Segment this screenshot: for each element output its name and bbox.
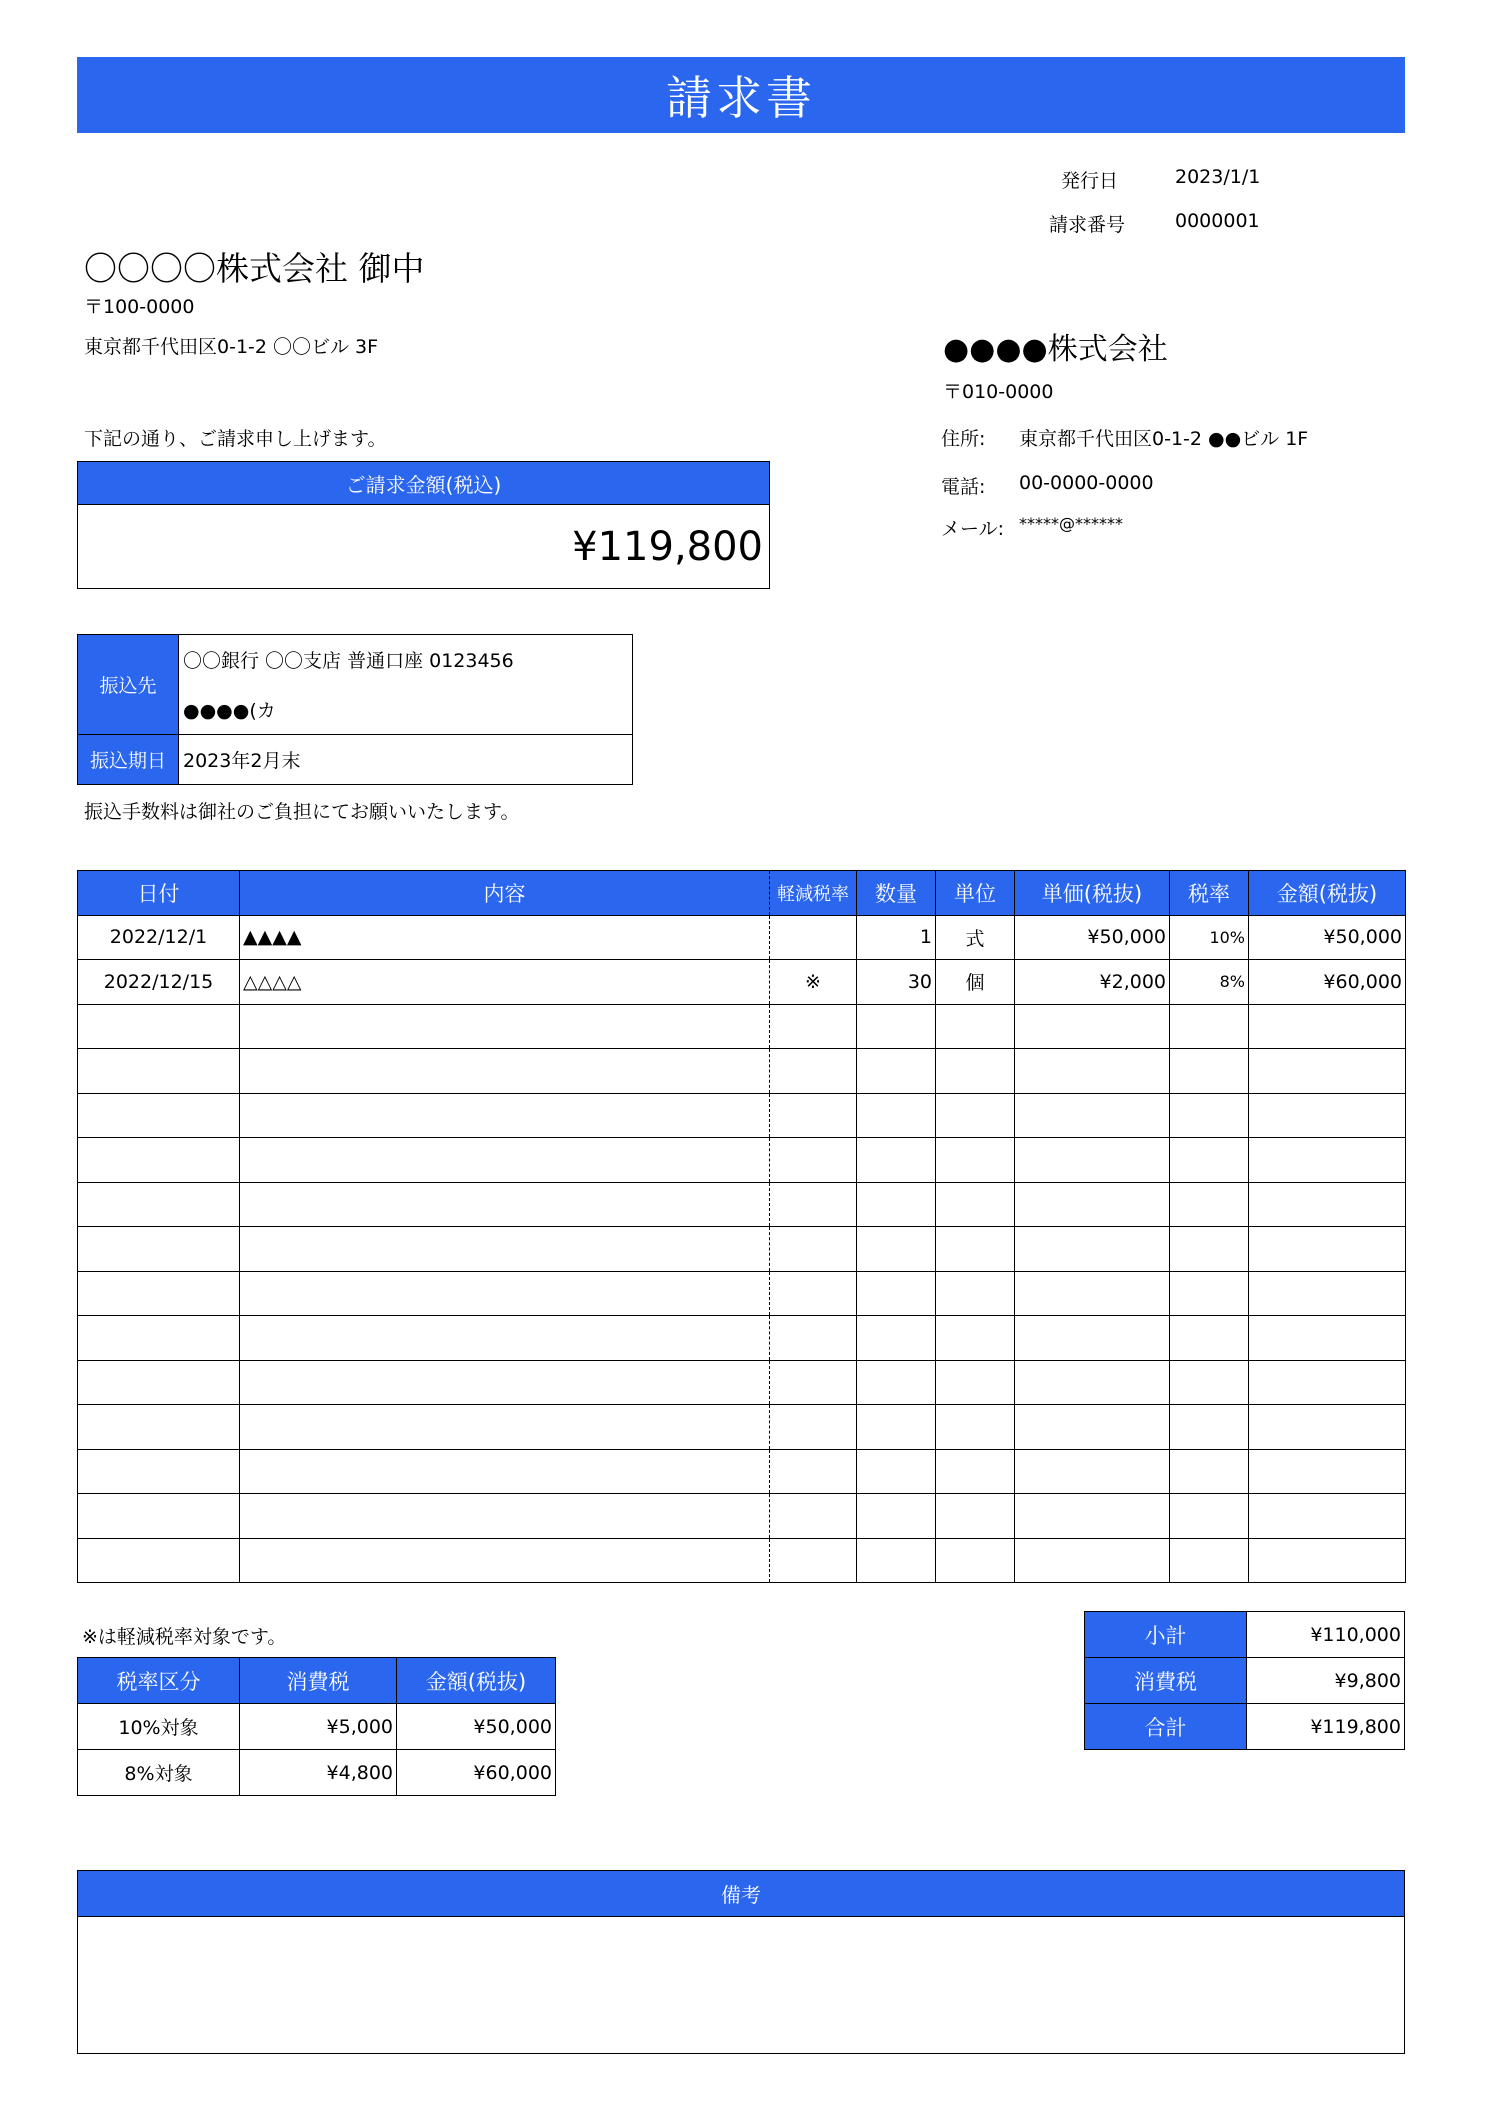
table-row-empty	[78, 1538, 1406, 1583]
empty-cell	[78, 1138, 240, 1183]
empty-cell	[1015, 1316, 1170, 1361]
empty-cell	[857, 1316, 936, 1361]
empty-cell	[936, 1494, 1015, 1539]
issue-date-label: 発行日	[1061, 170, 1119, 192]
consumption-tax-value: ¥9,800	[1247, 1658, 1405, 1704]
empty-cell	[1015, 1004, 1170, 1049]
empty-cell	[857, 1494, 936, 1539]
empty-cell	[770, 1316, 857, 1361]
empty-cell	[78, 1316, 240, 1361]
invoice-number-label: 請求番号	[1049, 214, 1126, 236]
empty-cell	[1170, 1449, 1249, 1494]
tax-category: 8%対象	[78, 1750, 240, 1796]
sender-address-label: 住所:	[941, 428, 986, 450]
empty-cell	[78, 1360, 240, 1405]
empty-cell	[936, 1405, 1015, 1450]
sender-mail-label: メール:	[941, 518, 1005, 540]
empty-cell	[1015, 1093, 1170, 1138]
bank-due-value: 2023年2月末	[179, 735, 633, 785]
subtotal-value: ¥110,000	[1247, 1612, 1405, 1658]
header-unit: 単位	[936, 871, 1015, 916]
empty-cell	[240, 1182, 770, 1227]
empty-cell	[770, 1360, 857, 1405]
empty-cell	[1170, 1316, 1249, 1361]
empty-cell	[1249, 1316, 1406, 1361]
table-row-empty	[78, 1227, 1406, 1272]
empty-cell	[78, 1227, 240, 1272]
item-amount: ¥60,000	[1249, 960, 1406, 1005]
consumption-tax-label: 消費税	[1085, 1658, 1247, 1704]
empty-cell	[936, 1271, 1015, 1316]
empty-cell	[857, 1538, 936, 1583]
empty-cell	[1015, 1049, 1170, 1094]
empty-cell	[1170, 1093, 1249, 1138]
empty-cell	[936, 1538, 1015, 1583]
item-amount: ¥50,000	[1249, 915, 1406, 960]
empty-cell	[1015, 1405, 1170, 1450]
item-description: ▲▲▲▲	[240, 915, 770, 960]
empty-cell	[1249, 1494, 1406, 1539]
empty-cell	[1249, 1360, 1406, 1405]
bank-dest-line1: 〇〇銀行 〇〇支店 普通口座 0123456	[179, 635, 633, 685]
item-date: 2022/12/15	[78, 960, 240, 1005]
empty-cell	[1015, 1449, 1170, 1494]
table-row-empty	[78, 1405, 1406, 1450]
empty-cell	[1015, 1138, 1170, 1183]
empty-cell	[770, 1227, 857, 1272]
client-address: 東京都千代田区0-1-2 〇〇ビル 3F	[84, 336, 379, 358]
empty-cell	[936, 1004, 1015, 1049]
bank-table	[77, 634, 633, 785]
empty-cell	[78, 1538, 240, 1583]
empty-cell	[770, 1494, 857, 1539]
sender-address: 東京都千代田区0-1-2 ●●ビル 1F	[1019, 428, 1309, 450]
item-reduced-mark: ※	[770, 960, 857, 1005]
items-header-row	[78, 871, 1406, 916]
table-row-empty	[78, 1182, 1406, 1227]
empty-cell	[1170, 1138, 1249, 1183]
header-description: 内容	[240, 871, 770, 916]
empty-cell	[936, 1093, 1015, 1138]
header-reduced-rate: 軽減税率	[770, 871, 857, 916]
total-label: 合計	[1085, 1704, 1247, 1750]
empty-cell	[770, 1538, 857, 1583]
remarks-label: 備考	[78, 1871, 1404, 1917]
document-title: 請求書	[77, 57, 1405, 133]
empty-cell	[1015, 1182, 1170, 1227]
empty-cell	[240, 1093, 770, 1138]
sender-phone: 00-0000-0000	[1019, 472, 1154, 494]
empty-cell	[78, 1093, 240, 1138]
invoice-number-value: 0000001	[1175, 210, 1260, 232]
empty-cell	[1170, 1182, 1249, 1227]
empty-cell	[1170, 1271, 1249, 1316]
table-row-empty	[78, 1360, 1406, 1405]
empty-cell	[857, 1049, 936, 1094]
empty-cell	[78, 1004, 240, 1049]
table-row	[78, 960, 1406, 1005]
empty-cell	[240, 1271, 770, 1316]
empty-cell	[1170, 1360, 1249, 1405]
empty-cell	[1170, 1405, 1249, 1450]
table-row	[78, 1750, 556, 1796]
item-quantity: 30	[857, 960, 936, 1005]
tax-amount: ¥60,000	[397, 1750, 556, 1796]
empty-cell	[1249, 1049, 1406, 1094]
total-value: ¥119,800	[1247, 1704, 1405, 1750]
empty-cell	[857, 1449, 936, 1494]
empty-cell	[1170, 1049, 1249, 1094]
empty-cell	[857, 1093, 936, 1138]
empty-cell	[1170, 1538, 1249, 1583]
empty-cell	[1249, 1182, 1406, 1227]
sender-zip: 〒010-0000	[943, 381, 1054, 403]
table-row	[78, 1704, 556, 1750]
empty-cell	[240, 1138, 770, 1183]
empty-cell	[240, 1494, 770, 1539]
empty-cell	[240, 1227, 770, 1272]
empty-cell	[770, 1004, 857, 1049]
table-row-empty	[78, 1449, 1406, 1494]
empty-cell	[770, 1049, 857, 1094]
empty-cell	[240, 1004, 770, 1049]
empty-cell	[936, 1316, 1015, 1361]
empty-cell	[857, 1004, 936, 1049]
client-name: 〇〇〇〇株式会社 御中	[84, 249, 425, 288]
empty-cell	[770, 1271, 857, 1316]
empty-cell	[240, 1316, 770, 1361]
empty-cell	[936, 1449, 1015, 1494]
empty-cell	[78, 1494, 240, 1539]
item-unit-price: ¥50,000	[1015, 915, 1170, 960]
item-quantity: 1	[857, 915, 936, 960]
tax-value: ¥4,800	[240, 1750, 397, 1796]
sender-mail: *****@******	[1019, 514, 1123, 533]
empty-cell	[936, 1227, 1015, 1272]
item-unit-price: ¥2,000	[1015, 960, 1170, 1005]
empty-cell	[857, 1405, 936, 1450]
empty-cell	[770, 1138, 857, 1183]
empty-cell	[1249, 1093, 1406, 1138]
empty-cell	[857, 1360, 936, 1405]
empty-cell	[1170, 1227, 1249, 1272]
empty-cell	[1015, 1227, 1170, 1272]
sender-phone-label: 電話:	[941, 476, 986, 498]
subtotal-label: 小計	[1085, 1612, 1247, 1658]
tax-value: ¥5,000	[240, 1704, 397, 1750]
empty-cell	[936, 1360, 1015, 1405]
empty-cell	[1249, 1271, 1406, 1316]
empty-cell	[1015, 1538, 1170, 1583]
bank-due-label: 振込期日	[78, 735, 179, 785]
empty-cell	[936, 1182, 1015, 1227]
item-unit: 式	[936, 915, 1015, 960]
empty-cell	[240, 1538, 770, 1583]
issue-date-value: 2023/1/1	[1175, 166, 1261, 188]
empty-cell	[936, 1049, 1015, 1094]
empty-cell	[770, 1182, 857, 1227]
empty-cell	[1249, 1138, 1406, 1183]
table-row-empty	[78, 1271, 1406, 1316]
table-row-empty	[78, 1049, 1406, 1094]
empty-cell	[770, 1405, 857, 1450]
tax-header-category: 税率区分	[78, 1658, 240, 1704]
header-tax-rate: 税率	[1170, 871, 1249, 916]
totals-table	[1084, 1611, 1405, 1750]
empty-cell	[857, 1227, 936, 1272]
empty-cell	[1249, 1538, 1406, 1583]
empty-cell	[857, 1271, 936, 1316]
billing-amount-label: ご請求金額(税込)	[78, 462, 769, 505]
empty-cell	[240, 1049, 770, 1094]
empty-cell	[1015, 1360, 1170, 1405]
item-date: 2022/12/1	[78, 915, 240, 960]
empty-cell	[1249, 1449, 1406, 1494]
empty-cell	[78, 1449, 240, 1494]
empty-cell	[240, 1360, 770, 1405]
empty-cell	[1249, 1004, 1406, 1049]
empty-cell	[78, 1182, 240, 1227]
tax-breakdown-table	[77, 1657, 556, 1796]
item-tax-rate: 8%	[1170, 960, 1249, 1005]
billing-amount-box	[77, 461, 770, 589]
item-reduced-mark	[770, 915, 857, 960]
empty-cell	[857, 1138, 936, 1183]
empty-cell	[1015, 1494, 1170, 1539]
intro-text: 下記の通り、ご請求申し上げます。	[84, 428, 387, 450]
item-description: △△△△	[240, 960, 770, 1005]
header-quantity: 数量	[857, 871, 936, 916]
header-date: 日付	[78, 871, 240, 916]
bank-dest-label: 振込先	[78, 635, 179, 735]
tax-header-tax: 消費税	[240, 1658, 397, 1704]
reduced-rate-note: ※は軽減税率対象です。	[82, 1626, 287, 1648]
empty-cell	[1249, 1405, 1406, 1450]
table-row-empty	[78, 1093, 1406, 1138]
tax-amount: ¥50,000	[397, 1704, 556, 1750]
remarks-box	[77, 1870, 1405, 2054]
item-unit: 個	[936, 960, 1015, 1005]
empty-cell	[936, 1138, 1015, 1183]
header-amount: 金額(税抜)	[1249, 871, 1406, 916]
tax-header-amount: 金額(税抜)	[397, 1658, 556, 1704]
empty-cell	[240, 1405, 770, 1450]
empty-cell	[770, 1093, 857, 1138]
empty-cell	[1015, 1271, 1170, 1316]
empty-cell	[78, 1049, 240, 1094]
empty-cell	[78, 1405, 240, 1450]
item-tax-rate: 10%	[1170, 915, 1249, 960]
billing-amount-value: ¥119,800	[572, 524, 763, 570]
empty-cell	[1170, 1494, 1249, 1539]
empty-cell	[78, 1271, 240, 1316]
table-row-empty	[78, 1004, 1406, 1049]
items-table	[77, 870, 1406, 1583]
table-row-empty	[78, 1494, 1406, 1539]
transfer-fee-note: 振込手数料は御社のご負担にてお願いいたします。	[84, 801, 520, 823]
empty-cell	[240, 1449, 770, 1494]
empty-cell	[770, 1449, 857, 1494]
client-zip: 〒100-0000	[84, 296, 195, 318]
sender-name: ●●●●株式会社	[943, 332, 1168, 367]
table-row	[78, 915, 1406, 960]
header-unit-price: 単価(税抜)	[1015, 871, 1170, 916]
tax-category: 10%対象	[78, 1704, 240, 1750]
empty-cell	[1170, 1004, 1249, 1049]
empty-cell	[1249, 1227, 1406, 1272]
empty-cell	[857, 1182, 936, 1227]
table-row-empty	[78, 1138, 1406, 1183]
table-row-empty	[78, 1316, 1406, 1361]
bank-dest-line2: ●●●●(カ	[179, 685, 633, 735]
